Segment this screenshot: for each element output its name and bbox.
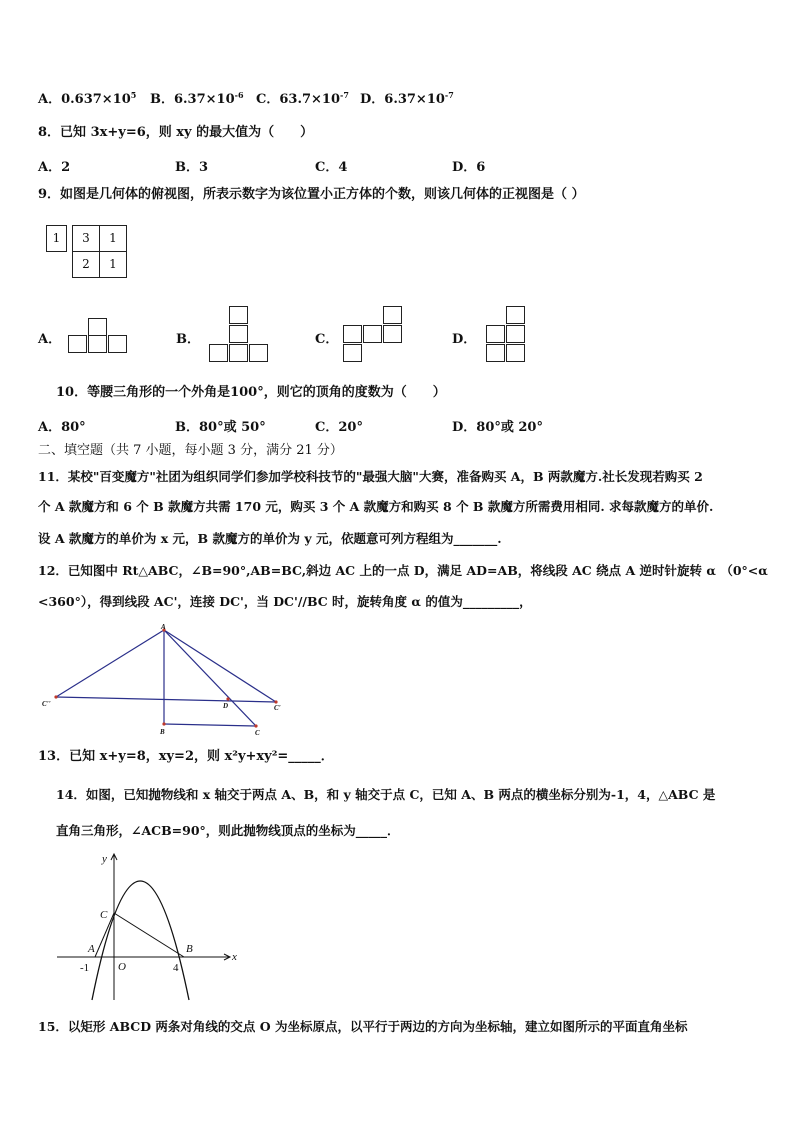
q12-line1: 12．已知图中 Rt△ABC，∠B=90°,AB=BC,斜边 AC 上的一点 D，满足 AD=AB，将线段 AC 绕点 A 逆时针旋转 α （0°<α (38, 563, 768, 578)
q8-option-a: A．2 (38, 160, 71, 175)
label-c2: C'' (42, 700, 51, 708)
q12-line2: <360°），得到线段 AC'，连接 DC'，当 DC'//BC 时，旋转角度 α 的值为_________， (38, 594, 532, 609)
q12-triangle-figure (36, 622, 306, 742)
q9-option-c-figure (343, 306, 405, 366)
q14-line2: 直角三角形，∠ACB=90°，则此抛物线顶点的坐标为_____． (56, 823, 400, 838)
line-a-c2 (56, 630, 164, 697)
q15: 15．以矩形 ABCD 两条对角线的交点 O 为坐标原点，以平行于两边的方向为坐标轴，建立如图所示的平面直角坐标 (38, 1019, 688, 1034)
q14-line1: 14．如图，已知抛物线和 x 轴交于两点 A、B，和 y 轴交于点 C，已知 A、B 两点的横坐标分别为-1，4，△ABC 是 (56, 787, 716, 802)
line-b-c (164, 724, 256, 726)
label-minus-one: -1 (80, 962, 90, 974)
q8-option-d: D．6 (452, 160, 486, 175)
q14-parabola-figure (52, 848, 252, 1006)
label-x: x (232, 951, 237, 963)
parabola-curve (92, 881, 189, 1000)
label-a: A (88, 943, 95, 955)
q9-top-view-grid (46, 225, 136, 281)
label-four: 4 (173, 962, 179, 974)
label-b: B (160, 728, 165, 736)
q10-stem: 10．等腰三角形的一个外角是100°，则它的顶角的度数为（ ） (56, 385, 446, 400)
q9-option-b-figure (209, 306, 271, 366)
q10-option-a: A．80° (38, 420, 86, 435)
section-heading: 二、填空题（共 7 小题，每小题 3 分，满分 21 分） (38, 443, 343, 458)
line-a-c1 (164, 630, 276, 702)
grid-cell: 3 (72, 225, 100, 252)
grid-cell: 1 (99, 225, 127, 252)
grid-cell: 2 (72, 251, 100, 278)
q9-option-a-label: A． (38, 332, 62, 347)
line-a-c (164, 630, 256, 726)
q9-option-c-label: C． (315, 332, 339, 347)
q10-option-c: C．20° (315, 420, 363, 435)
label-c1: C' (274, 704, 281, 712)
grid-cell: 1 (46, 225, 67, 252)
q7-option-b: B．$6.37\times 10^{-6}$ (150, 90, 244, 107)
grid-cell: 1 (99, 251, 127, 278)
q11-line1: 11．某校"百变魔方"社团为组织同学们参加学校科技节的"最强大脑"大赛，准备购买 A，B 两款魔方.社长发现若购买 2 (38, 469, 703, 484)
label-y: y (102, 853, 107, 865)
label-c: C (255, 729, 260, 737)
q10-option-b: B．80°或 50° (175, 420, 266, 435)
q9-stem: 9．如图是几何体的俯视图，所表示数字为该位置小正方体的个数，则该几何体的正视图是（ ） (38, 187, 585, 202)
q9-option-b-label: B． (176, 332, 200, 347)
q7-option-c: C．$63.7\times 10^{-7}$ (256, 90, 349, 107)
q11-line2: 个 A 款魔方和 6 个 B 款魔方共需 170 元，购买 3 个 A 款魔方和购买 8 个 B 款魔方所需费用相同. 求每款魔方的单价. (38, 499, 714, 514)
q9-option-a-figure (68, 318, 130, 358)
q13: 13．已知 x+y=8，xy=2，则 x²y+xy²=_____． (38, 749, 334, 764)
q8-option-b: B．3 (175, 160, 209, 175)
q10-option-d: D．80°或 20° (452, 420, 543, 435)
q9-option-d-label: D． (452, 332, 477, 347)
label-c: C (100, 909, 108, 921)
label-d: D (223, 702, 229, 710)
q9-option-d-figure (486, 306, 528, 366)
label-o: O (118, 961, 126, 973)
q7-option-a: A．$0.637\times 10^5$ (38, 90, 137, 107)
q8-option-c: C．4 (315, 160, 348, 175)
label-b: B (186, 943, 193, 955)
line-c2-c1 (56, 697, 276, 702)
q11-line3: 设 A 款魔方的单价为 x 元，B 款魔方的单价为 y 元，依题意可列方程组为_______. (38, 531, 502, 546)
q7-option-d: D．$6.37\times 10^{-7}$ (360, 90, 454, 107)
label-a: A (161, 623, 166, 631)
q8-stem: 8．已知 3x+y=6，则 xy 的最大值为（ ） (38, 125, 314, 140)
